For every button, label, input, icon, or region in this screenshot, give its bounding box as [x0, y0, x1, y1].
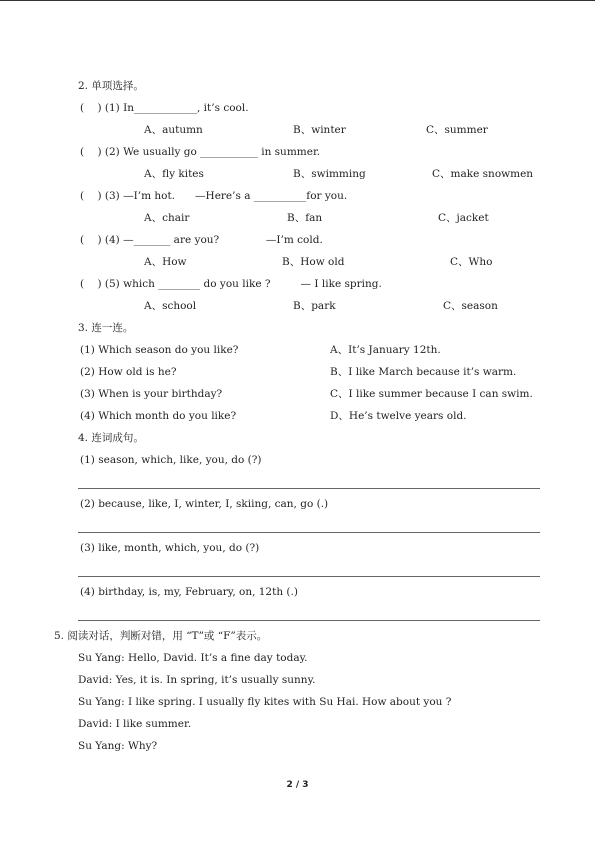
- sentence-item-3: (3) like, month, which, you, do (?): [80, 542, 260, 554]
- question-3-option-c: C、jacket: [438, 212, 489, 224]
- page-number: 2 / 3: [286, 780, 309, 790]
- question-2-stem: ( ) (2) We usually go ___________ in summer.: [80, 146, 321, 158]
- question-1-option-a: A、autumn: [144, 124, 203, 136]
- answer-line-4[interactable]: [78, 620, 540, 621]
- dialogue-line-3: Su Yang: I like spring. I usually fly kites with Su Hai. How about you ?: [78, 696, 452, 708]
- question-5-option-b: B、park: [293, 300, 336, 312]
- dialogue-line-4: David: I like summer.: [78, 718, 192, 730]
- question-3-stem: ( ) (3) —I’m hot. —Here’s a __________for you.: [80, 190, 348, 202]
- question-1-option-b: B、winter: [293, 124, 346, 136]
- match-left-2: (2) How old is he?: [80, 366, 177, 378]
- match-left-4: (4) Which month do you like?: [80, 410, 237, 422]
- sentence-item-2: (2) because, like, I, winter, I, skiing, can, go (.): [80, 498, 329, 510]
- section3-title: 3. 连一连。: [78, 322, 134, 334]
- page-top-border: [0, 0, 595, 1]
- answer-line-2[interactable]: [78, 532, 540, 533]
- match-right-d: D、He’s twelve years old.: [330, 410, 467, 422]
- question-2-option-b: B、swimming: [293, 168, 366, 180]
- question-5-stem: ( ) (5) which ________ do you like ? — I like spring.: [80, 278, 382, 290]
- question-2-option-a: A、fly kites: [144, 168, 204, 180]
- question-4-stem: ( ) (4) —_______ are you? —I’m cold.: [80, 234, 323, 246]
- question-2-option-c: C、make snowmen: [432, 168, 534, 180]
- question-4-option-b: B、How old: [282, 256, 345, 268]
- question-4-option-c: C、Who: [450, 256, 493, 268]
- sentence-item-1: (1) season, which, like, you, do (?): [80, 454, 262, 466]
- answer-line-3[interactable]: [78, 576, 540, 577]
- match-left-1: (1) Which season do you like?: [80, 344, 239, 356]
- question-3-option-a: A、chair: [144, 212, 190, 224]
- question-3-option-b: B、fan: [287, 212, 323, 224]
- sentence-item-4: (4) birthday, is, my, February, on, 12th (.): [80, 586, 298, 598]
- answer-line-1[interactable]: [78, 488, 540, 489]
- match-right-b: B、I like March because it’s warm.: [330, 366, 517, 378]
- question-4-option-a: A、How: [144, 256, 187, 268]
- section4-title: 4. 连词成句。: [78, 432, 144, 444]
- section5-title: 5. 阅读对话，判断对错，用 “T”或 “F”表示。: [54, 630, 268, 642]
- match-right-a: A、It’s January 12th.: [330, 344, 441, 356]
- question-1-option-c: C、summer: [426, 124, 488, 136]
- dialogue-line-2: David: Yes, it is. In spring, it’s usually sunny.: [78, 674, 316, 686]
- match-left-3: (3) When is your birthday?: [80, 388, 223, 400]
- dialogue-line-5: Su Yang: Why?: [78, 740, 158, 752]
- question-5-option-c: C、season: [443, 300, 498, 312]
- section2-title: 2. 单项选择。: [78, 80, 144, 92]
- dialogue-line-1: Su Yang: Hello, David. It’s a fine day today.: [78, 652, 308, 664]
- question-5-option-a: A、school: [144, 300, 197, 312]
- question-1-stem: ( ) (1) In____________, it’s cool.: [80, 102, 249, 114]
- match-right-c: C、I like summer because I can swim.: [330, 388, 533, 400]
